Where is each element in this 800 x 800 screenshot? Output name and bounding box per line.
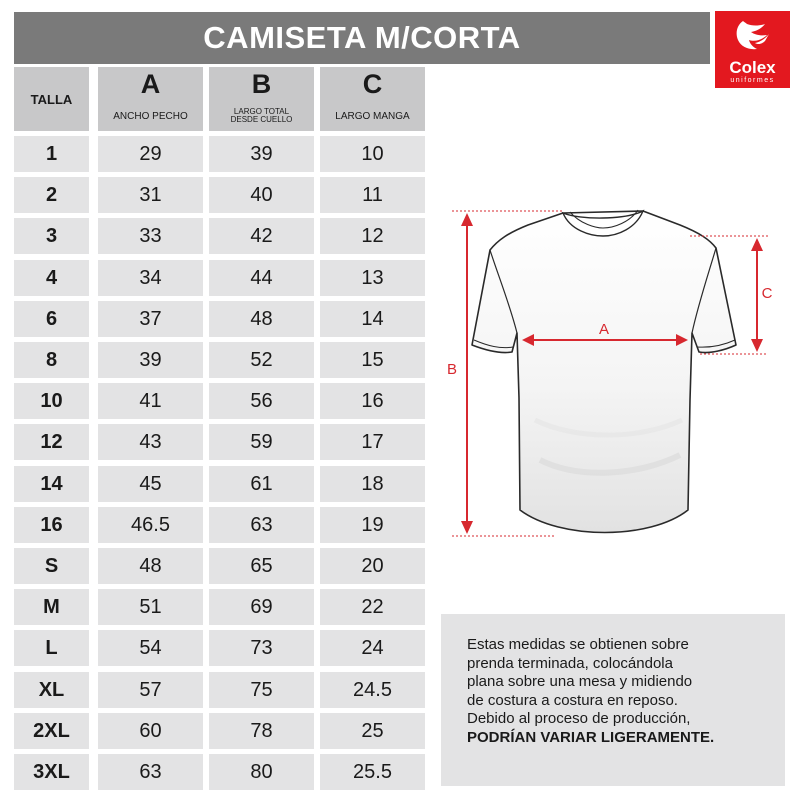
column-label: ANCHO PECHO — [113, 110, 188, 122]
column-label — [209, 105, 314, 127]
largo-manga-cell: 25.5 — [320, 754, 425, 790]
ancho-pecho-cell: 39 — [98, 342, 203, 378]
largo-manga-cell: 22 — [320, 589, 425, 625]
size-cell: 8 — [14, 342, 89, 378]
page-title: CAMISETA M/CORTA — [14, 12, 710, 64]
largo-manga-cell: 12 — [320, 218, 425, 254]
ancho-pecho-cell: 46.5 — [98, 507, 203, 543]
ancho-pecho-cell: 34 — [98, 260, 203, 296]
ancho-pecho-cell: 60 — [98, 713, 203, 749]
column-header-a — [98, 67, 203, 131]
largo-total-cell: 61 — [209, 466, 314, 502]
note-line: de costura a costura en reposo. — [467, 691, 678, 709]
largo-manga-cell: 11 — [320, 177, 425, 213]
column-letter: A — [140, 69, 161, 99]
size-cell: 1 — [14, 136, 89, 172]
largo-total-cell: 65 — [209, 548, 314, 584]
note-warning: PODRÍAN VARIAR LIGERAMENTE. — [467, 728, 715, 746]
tshirt-diagram — [440, 190, 785, 540]
size-cell: S — [14, 548, 89, 584]
size-cell: 2XL — [14, 713, 89, 749]
largo-manga-cell: 25 — [320, 713, 425, 749]
size-cell: XL — [14, 672, 89, 708]
tshirt-shape — [472, 210, 736, 533]
column-header-b — [209, 67, 314, 131]
largo-manga-cell: 14 — [320, 301, 425, 337]
measurement-note — [441, 614, 785, 786]
size-cell: L — [14, 630, 89, 666]
size-header: TALLA — [14, 67, 89, 131]
largo-manga-cell: 18 — [320, 466, 425, 502]
size-cell: 4 — [14, 260, 89, 296]
ancho-pecho-cell: 57 — [98, 672, 203, 708]
largo-total-cell: 78 — [209, 713, 314, 749]
largo-manga-cell: 16 — [320, 383, 425, 419]
ancho-pecho-cell: 31 — [98, 177, 203, 213]
largo-total-cell: 40 — [209, 177, 314, 213]
size-cell: 6 — [14, 301, 89, 337]
largo-total-cell: 39 — [209, 136, 314, 172]
size-cell: 3 — [14, 218, 89, 254]
ancho-pecho-cell: 41 — [98, 383, 203, 419]
largo-total-cell: 56 — [209, 383, 314, 419]
largo-total-cell: 80 — [209, 754, 314, 790]
largo-total-cell: 69 — [209, 589, 314, 625]
column-letter: C — [362, 69, 383, 99]
ancho-pecho-cell: 43 — [98, 424, 203, 460]
column-header-c — [320, 67, 425, 131]
largo-manga-cell: 24.5 — [320, 672, 425, 708]
largo-manga-cell: 19 — [320, 507, 425, 543]
ancho-pecho-cell: 48 — [98, 548, 203, 584]
label-b: B — [446, 361, 458, 378]
ancho-pecho-cell: 54 — [98, 630, 203, 666]
largo-total-cell: 63 — [209, 507, 314, 543]
size-cell: 2 — [14, 177, 89, 213]
size-cell: M — [14, 589, 89, 625]
ancho-pecho-cell: 45 — [98, 466, 203, 502]
logo-subtitle: uniformes — [730, 77, 775, 84]
size-cell: 3XL — [14, 754, 89, 790]
note-line: prenda terminada, colocándola — [467, 654, 673, 672]
label-c: C — [761, 285, 773, 302]
largo-manga-cell: 24 — [320, 630, 425, 666]
note-line: Estas medidas se obtienen sobre — [467, 636, 689, 653]
brand-logo — [715, 11, 790, 88]
largo-manga-cell: 20 — [320, 548, 425, 584]
ancho-pecho-cell: 37 — [98, 301, 203, 337]
ancho-pecho-cell: 63 — [98, 754, 203, 790]
largo-manga-cell: 17 — [320, 424, 425, 460]
column-label-wrap — [231, 108, 293, 124]
ancho-pecho-cell: 51 — [98, 589, 203, 625]
size-cell: 12 — [14, 424, 89, 460]
ancho-pecho-cell: 29 — [98, 136, 203, 172]
column-label: LARGO MANGA — [335, 110, 410, 122]
note-line: plana sobre una mesa y midiendo — [467, 673, 693, 690]
largo-total-cell: 59 — [209, 424, 314, 460]
largo-manga-cell: 15 — [320, 342, 425, 378]
note-line: Debido al proceso de producción, — [467, 710, 691, 727]
largo-total-cell: 75 — [209, 672, 314, 708]
column-letter: B — [251, 69, 272, 99]
largo-total-cell: 42 — [209, 218, 314, 254]
logo-brand: Colex — [729, 58, 776, 77]
size-cell: 14 — [14, 466, 89, 502]
largo-total-cell: 52 — [209, 342, 314, 378]
ancho-pecho-cell: 33 — [98, 218, 203, 254]
size-cell: 16 — [14, 507, 89, 543]
size-cell: 10 — [14, 383, 89, 419]
label-a: A — [598, 321, 610, 338]
largo-total-cell: 44 — [209, 260, 314, 296]
largo-manga-cell: 10 — [320, 136, 425, 172]
largo-total-cell: 48 — [209, 301, 314, 337]
largo-manga-cell: 13 — [320, 260, 425, 296]
column-label-line: LARGO TOTAL — [233, 107, 290, 116]
largo-total-cell: 73 — [209, 630, 314, 666]
column-label-line: DESDE CUELLO — [230, 115, 293, 124]
bird-icon — [729, 19, 775, 57]
